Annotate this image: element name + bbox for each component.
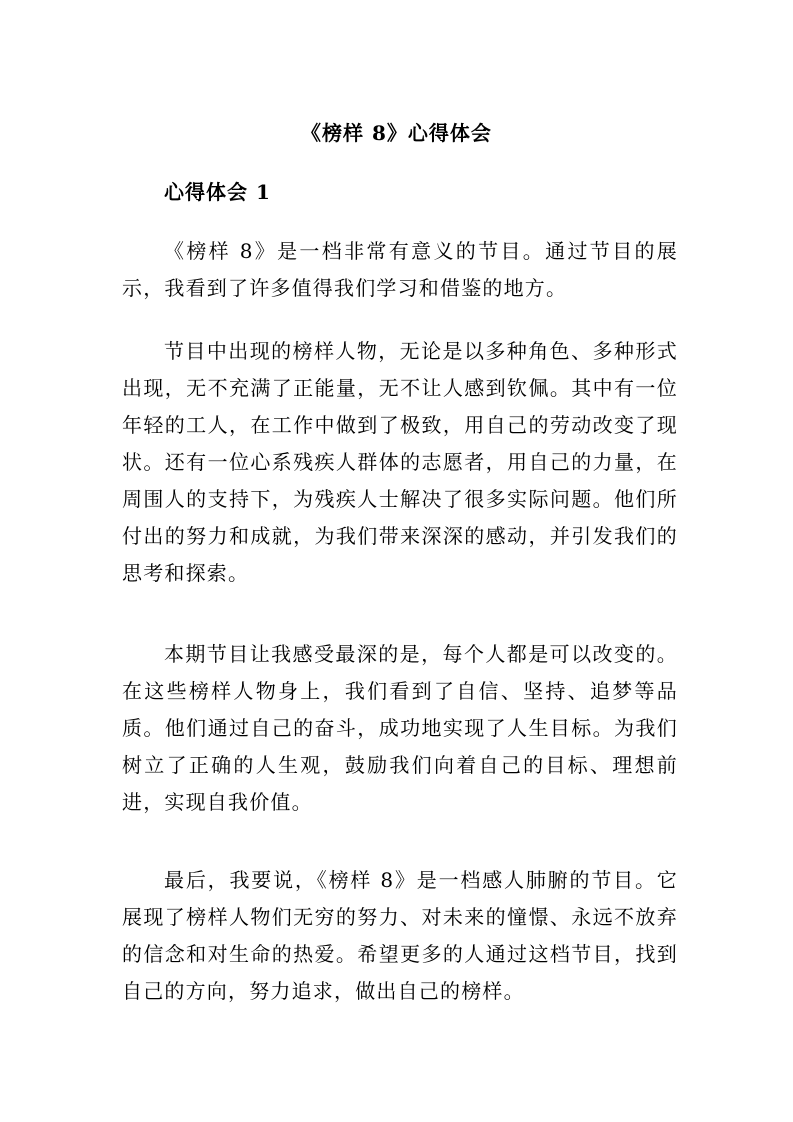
- document-title: 《榜样 8》心得体会: [301, 121, 492, 145]
- section-heading: 心得体会 1: [164, 180, 271, 204]
- paragraph-3: 本期节目让我感受最深的是，每个人都是可以改变的。在这些榜样人物身上，我们看到了自信、坚持、追梦等品质。他们通过自己的奋斗，成功地实现了人生目标。为我们树立了正确的人生观，鼓励我们向着自己的目标、理想前进，实现自我价值。: [122, 642, 678, 814]
- paragraph-2: 节目中出现的榜样人物，无论是以多种角色、多种形式出现，无不充满了正能量，无不让人感到钦佩。其中有一位年轻的工人，在工作中做到了极致，用自己的劳动改变了现状。还有一位心系残疾人群体的志愿者，用自己的力量，在周围人的支持下，为残疾人士解决了很多实际问题。他们所付出的努力和成就，为我们带来深深的感动，并引发我们的思考和探索。: [122, 339, 678, 585]
- paragraph-4: 最后，我要说，《榜样 8》是一档感人肺腑的节目。它展现了榜样人物们无穷的努力、对未来的憧憬、永远不放弃的信念和对生命的热爱。希望更多的人通过这档节目，找到自己的方向，努力追求，做出自己的榜样。: [122, 868, 678, 1003]
- paragraph-1: 《榜样 8》是一档非常有意义的节目。通过节目的展示，我看到了许多值得我们学习和借鉴的地方。: [122, 239, 678, 300]
